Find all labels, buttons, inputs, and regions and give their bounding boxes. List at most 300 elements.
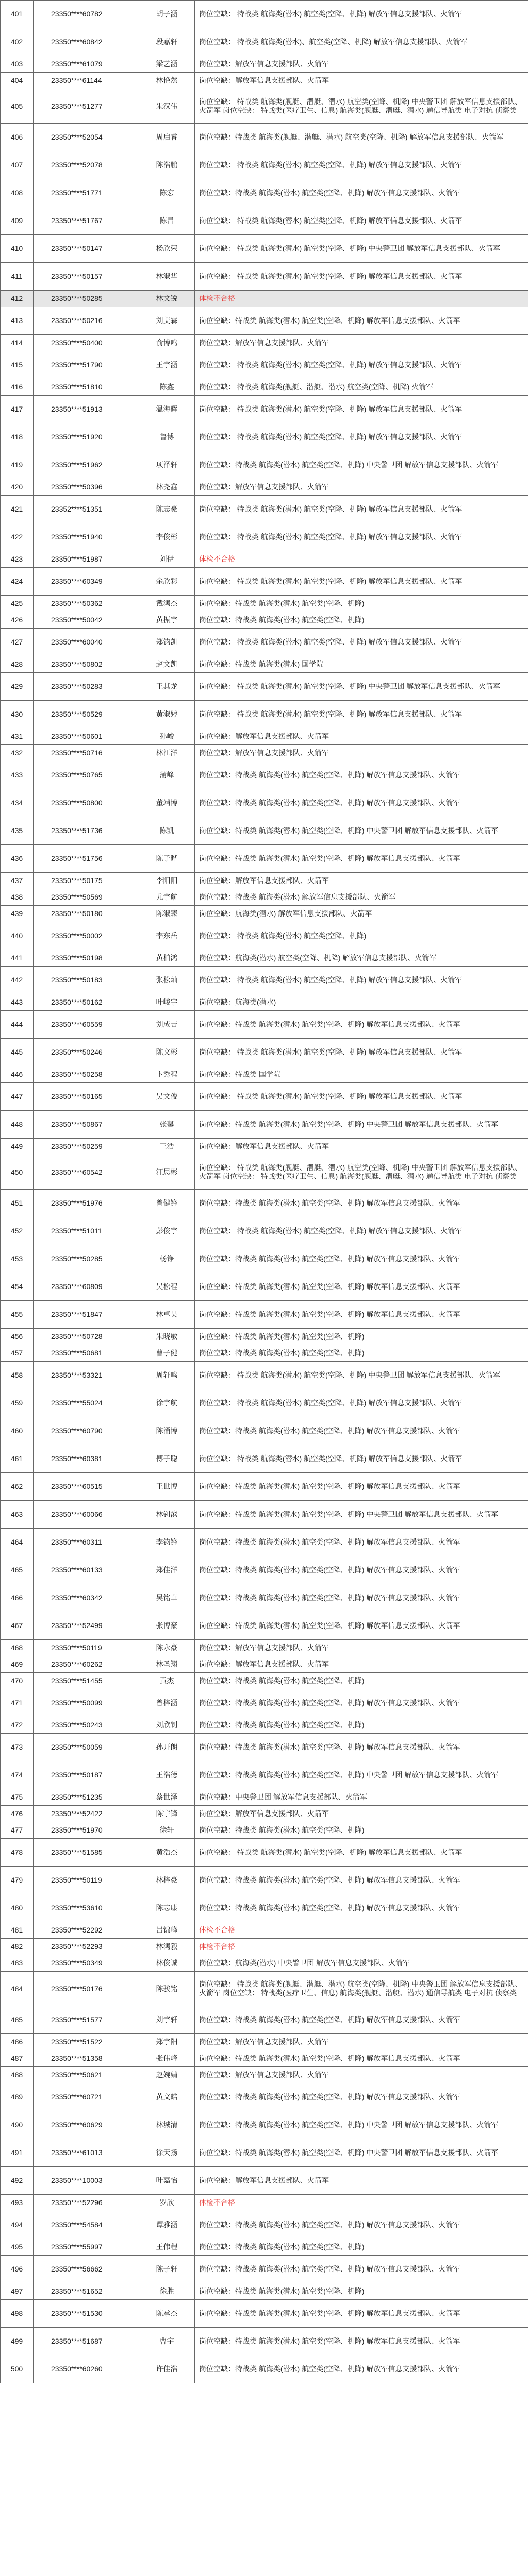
candidate-id: 23350****61079 — [34, 56, 139, 73]
candidate-name: 李东岳 — [139, 922, 195, 950]
position-note: 岗位空缺：特战类 航海类(潜水) 航空类(空降、机降) 解放军信息支援部队、火箭军 — [195, 789, 528, 817]
candidate-id: 23352****51351 — [34, 496, 139, 523]
candidate-id: 23350****53321 — [34, 1362, 139, 1389]
table-row — [1, 73, 528, 89]
position-note: 岗位空缺： 特战类 航海类(潜水)、航空类(空降、机降) 解放军信息支援部队、火箭军 — [195, 28, 528, 56]
position-note: 岗位空缺：解放军信息支援部队、火箭军 — [195, 728, 528, 745]
table-row — [1, 950, 528, 967]
row-number: 489 — [1, 2083, 34, 2111]
candidate-id: 23350****60782 — [34, 1, 139, 28]
row-number: 473 — [1, 1734, 34, 1761]
candidate-name: 卞秀程 — [139, 1066, 195, 1083]
row-number: 405 — [1, 89, 34, 124]
candidate-name: 郑钧凯 — [139, 629, 195, 656]
candidate-id: 23350****50183 — [34, 967, 139, 994]
candidate-name: 吕锦峰 — [139, 1922, 195, 1939]
row-number: 412 — [1, 291, 34, 307]
candidate-id: 23350****52499 — [34, 1612, 139, 1640]
candidate-name: 林城清 — [139, 2111, 195, 2139]
row-number: 442 — [1, 967, 34, 994]
table-row — [1, 1867, 528, 1894]
row-number: 438 — [1, 889, 34, 906]
candidate-name: 陈子轩 — [139, 2256, 195, 2283]
candidate-id: 23350****51810 — [34, 379, 139, 396]
row-number: 498 — [1, 2300, 34, 2328]
row-number: 404 — [1, 73, 34, 89]
candidate-id: 23350****50176 — [34, 1972, 139, 2006]
position-note: 岗位空缺：特战类 航海类(潜水) 航空类(空降、机降) 解放军信息支援部队、火箭军 — [195, 2328, 528, 2355]
table-row — [1, 817, 528, 845]
candidate-name: 赵婉婧 — [139, 2067, 195, 2083]
candidate-id: 23350****52293 — [34, 1939, 139, 1955]
candidate-id: 23350****50059 — [34, 1734, 139, 1761]
table-row — [1, 2083, 528, 2111]
position-note: 岗位空缺：特战类 航海类(潜水) 航空类(空降、机降) 中央警卫团 解放军信息支援部队、火箭军 — [195, 817, 528, 845]
candidate-id: 23350****60809 — [34, 1273, 139, 1301]
candidate-name: 林江洋 — [139, 745, 195, 761]
candidate-id: 23350****50800 — [34, 789, 139, 817]
candidate-id: 23350****52422 — [34, 1806, 139, 1822]
candidate-id: 23350****60629 — [34, 2111, 139, 2139]
position-note: 岗位空缺：特战类 航海类(潜水) 航空类(空降、机降) 解放军信息支援部队、火箭军 — [195, 2050, 528, 2067]
candidate-id: 23350****50396 — [34, 479, 139, 496]
candidate-id: 23350****51687 — [34, 2328, 139, 2355]
roster-body — [1, 1, 528, 2383]
candidate-id: 23350****50216 — [34, 307, 139, 335]
candidate-name: 李俊彬 — [139, 523, 195, 551]
candidate-name: 林圣翔 — [139, 1656, 195, 1673]
row-number: 486 — [1, 2034, 34, 2050]
position-note: 岗位空缺：特战类 航海类(潜水) 航空类(空降、机降) 解放军信息支援部队、火箭军 — [195, 2006, 528, 2034]
row-number: 424 — [1, 568, 34, 596]
table-row — [1, 263, 528, 291]
candidate-id: 23350****51976 — [34, 1190, 139, 1217]
candidate-id: 23350****50400 — [34, 335, 139, 351]
row-number: 466 — [1, 1584, 34, 1612]
row-number: 483 — [1, 1955, 34, 1972]
table-row — [1, 845, 528, 873]
candidate-id: 23350****51577 — [34, 2006, 139, 2034]
position-note: 岗位空缺：解放军信息支援部队、火箭军 — [195, 873, 528, 889]
row-number: 430 — [1, 701, 34, 728]
candidate-name: 刘伊 — [139, 551, 195, 568]
candidate-name: 徐天扬 — [139, 2139, 195, 2167]
candidate-name: 陈文彬 — [139, 1039, 195, 1066]
position-note: 岗位空缺：特战类 航海类(潜水) 航空类(空降、机降) 中央警卫团 解放军信息支援部队、火箭军 — [195, 2111, 528, 2139]
candidate-name: 朱晓敏 — [139, 1329, 195, 1345]
candidate-id: 23350****51987 — [34, 551, 139, 568]
candidate-id: 23350****60842 — [34, 28, 139, 56]
position-note: 岗位空缺：特战类 航海类(潜水) 航空类(空降、机降) 中央警卫团 解放军信息支援部队、火箭军 — [195, 1761, 528, 1789]
row-number: 455 — [1, 1301, 34, 1329]
position-note: 岗位空缺：特战类 航海类(潜水) 航空类(空降、机降) 解放军信息支援部队、火箭军 — [195, 2211, 528, 2239]
row-number: 467 — [1, 1612, 34, 1640]
row-number: 429 — [1, 673, 34, 701]
row-number: 452 — [1, 1217, 34, 1245]
position-note: 岗位空缺：特战类 航海类(潜水) 航空类(空降、机降) 解放军信息支援部队、火箭军 — [195, 1529, 528, 1556]
position-note: 岗位空缺：特战类 航海类(潜水) 航空类(空降、机降) — [195, 1345, 528, 1362]
candidate-name: 叶峻宇 — [139, 994, 195, 1011]
candidate-id: 23350****50529 — [34, 701, 139, 728]
row-number: 494 — [1, 2211, 34, 2239]
candidate-name: 戴鸿杰 — [139, 596, 195, 612]
table-row — [1, 151, 528, 179]
candidate-id: 23350****50621 — [34, 2067, 139, 2083]
row-number: 416 — [1, 379, 34, 396]
position-note: 岗位空缺：解放军信息支援部队、火箭军 — [195, 56, 528, 73]
table-row — [1, 1273, 528, 1301]
position-note: 岗位空缺： 特战类 航海类(潜水) 航空类(空降、机降) 解放军信息支援部队、火箭军 — [195, 423, 528, 451]
candidate-name: 林俊诚 — [139, 1955, 195, 1972]
candidate-id: 23350****50180 — [34, 906, 139, 922]
position-note: 岗位空缺：解放军信息支援部队、火箭军 — [195, 2034, 528, 2050]
table-row — [1, 728, 528, 745]
row-number: 432 — [1, 745, 34, 761]
row-number: 426 — [1, 612, 34, 629]
table-row — [1, 2239, 528, 2256]
candidate-id: 23350****55024 — [34, 1389, 139, 1417]
table-row — [1, 761, 528, 789]
position-note: 岗位空缺： 特战类 航海类(潜水) 航空类(空降、机降) 解放军信息支援部队、火箭军 — [195, 1445, 528, 1473]
candidate-name: 陈鑫 — [139, 379, 195, 396]
position-note: 岗位空缺： 特战类 航海类(舰艇、潜艇、潜水) 航空类(空降、机降) 火箭军 — [195, 379, 528, 396]
position-note: 岗位空缺：解放军信息支援部队、火箭军 — [195, 2067, 528, 2083]
table-row — [1, 1689, 528, 1717]
position-note: 岗位空缺：解放军信息支援部队、火箭军 — [195, 1806, 528, 1822]
candidate-name: 徐胜 — [139, 2283, 195, 2300]
candidate-id: 23350****51913 — [34, 396, 139, 423]
table-row — [1, 673, 528, 701]
row-number: 495 — [1, 2239, 34, 2256]
table-row — [1, 1789, 528, 1806]
position-note: 岗位空缺：特战类 航海类(潜水) 航空类(空降、机降) 解放军信息支援部队、火箭军 — [195, 1867, 528, 1894]
candidate-name: 徐轩 — [139, 1822, 195, 1839]
table-row — [1, 2006, 528, 2034]
table-row — [1, 1640, 528, 1656]
candidate-name: 项泽轩 — [139, 451, 195, 479]
candidate-id: 23350****50285 — [34, 1245, 139, 1273]
position-note: 岗位空缺：特战类 航海类(潜水) 航空类(空降、机降) — [195, 1673, 528, 1689]
row-number: 402 — [1, 28, 34, 56]
position-note: 岗位空缺： 特战类 航海类(潜水) 航空类(空降、机降) 解放军信息支援部队、火箭军 — [195, 207, 528, 235]
candidate-name: 陈淑臻 — [139, 906, 195, 922]
candidate-id: 23350****51235 — [34, 1789, 139, 1806]
candidate-id: 23350****51771 — [34, 179, 139, 207]
row-number: 441 — [1, 950, 34, 967]
table-row — [1, 2067, 528, 2083]
candidate-name: 杨欣荣 — [139, 235, 195, 263]
row-number: 407 — [1, 151, 34, 179]
position-note: 岗位空缺：特战类 航海类(潜水) 航空类(空降、机降) — [195, 596, 528, 612]
position-note: 岗位空缺：中央警卫团 解放军信息支援部队、火箭军 — [195, 1789, 528, 1806]
position-note: 岗位空缺：解放军信息支援部队、火箭军 — [195, 335, 528, 351]
candidate-name: 杨铮 — [139, 1245, 195, 1273]
table-row — [1, 2167, 528, 2195]
candidate-name: 黄淑婷 — [139, 701, 195, 728]
candidate-name: 王宇涵 — [139, 351, 195, 379]
candidate-name: 温海晖 — [139, 396, 195, 423]
table-row — [1, 28, 528, 56]
position-note: 岗位空缺： 特战类 航海类(潜水) 航空类(空降、机降) 中央警卫团 解放军信息支援部队、火箭军 — [195, 673, 528, 701]
table-row — [1, 1584, 528, 1612]
candidate-name: 林钊滨 — [139, 1501, 195, 1529]
candidate-id: 23350****52054 — [34, 124, 139, 151]
candidate-id: 23350****50601 — [34, 728, 139, 745]
position-note: 岗位空缺： 特战类 航海类(舰艇、潜艇、潜水) 航空类(空降、机降) 中央警卫团 解放军信息支援部队、火箭军 岗位空缺： 特战类(医疗卫生、信息) 航海类(舰艇、潜艇、潜水) 通信导航类 电子对抗 侦察类 — [195, 1972, 528, 2006]
table-row — [1, 1556, 528, 1584]
candidate-name: 孙开朗 — [139, 1734, 195, 1761]
position-note: 岗位空缺：特战类 航海类(潜水) 解放军信息支援部队、火箭军 — [195, 889, 528, 906]
position-note: 岗位空缺：特战类 国学院 — [195, 1066, 528, 1083]
position-note: 岗位空缺：特战类 航海类(潜水) 航空类(空降、机降) 中央警卫团 解放军信息支援部队、火箭军 — [195, 2139, 528, 2167]
candidate-name: 林梓豪 — [139, 1867, 195, 1894]
candidate-name: 刘成吉 — [139, 1011, 195, 1039]
row-number: 461 — [1, 1445, 34, 1473]
table-row — [1, 423, 528, 451]
row-number: 484 — [1, 1972, 34, 2006]
row-number: 500 — [1, 2355, 34, 2383]
position-note: 岗位空缺：解放军信息支援部队、火箭军 — [195, 1640, 528, 1656]
row-number: 451 — [1, 1190, 34, 1217]
candidate-name: 吴松程 — [139, 1273, 195, 1301]
table-row — [1, 307, 528, 335]
candidate-name: 黄杰 — [139, 1673, 195, 1689]
position-note: 岗位空缺：特战类 航海类(潜水) 航空类(空降、机降) 解放军信息支援部队、火箭军 — [195, 1689, 528, 1717]
position-note: 岗位空缺：特战类 航海类(潜水) 航空类(空降、机降) 解放军信息支援部队、火箭军 — [195, 1011, 528, 1039]
candidate-id: 23350****50362 — [34, 596, 139, 612]
candidate-id: 23350****60342 — [34, 1584, 139, 1612]
candidate-name: 王世博 — [139, 1473, 195, 1501]
candidate-name: 蔡世泽 — [139, 1789, 195, 1806]
row-number: 460 — [1, 1417, 34, 1445]
table-row — [1, 551, 528, 568]
table-row — [1, 1301, 528, 1329]
candidate-id: 23350****53610 — [34, 1894, 139, 1922]
candidate-id: 23350****51652 — [34, 2283, 139, 2300]
position-note: 岗位空缺：特战类 航海类(潜水) 航空类(空降、机降) — [195, 1329, 528, 1345]
candidate-name: 张伟峰 — [139, 2050, 195, 2067]
table-row — [1, 1190, 528, 1217]
candidate-id: 23350****50198 — [34, 950, 139, 967]
candidate-id: 23350****50681 — [34, 1345, 139, 1362]
table-row — [1, 967, 528, 994]
position-note: 岗位空缺：特战类 航海类(潜水) 航空类(空降、机降) 解放军信息支援部队、火箭军 — [195, 1894, 528, 1922]
row-number: 454 — [1, 1273, 34, 1301]
candidate-name: 曾健锋 — [139, 1190, 195, 1217]
candidate-id: 23350****51940 — [34, 523, 139, 551]
table-row — [1, 1529, 528, 1556]
row-number: 444 — [1, 1011, 34, 1039]
candidate-id: 23350****60260 — [34, 2355, 139, 2383]
position-note: 岗位空缺： 特战类 航海类(舰艇、潜艇、潜水) 航空类(空降、机降) 中央警卫团 解放军信息支援部队、火箭军 岗位空缺： 特战类(医疗卫生、信息) 航海类(舰艇、潜艇、潜水) 通信导航类 电子对抗 侦察类 — [195, 1155, 528, 1190]
candidate-id: 23350****50162 — [34, 994, 139, 1011]
candidate-name: 张馨 — [139, 1111, 195, 1139]
candidate-name: 张松灿 — [139, 967, 195, 994]
position-note: 岗位空缺： 特战类 航海类(潜水) 航空类(空降、机降) 解放军信息支援部队、火箭军 — [195, 1839, 528, 1867]
table-row — [1, 1473, 528, 1501]
candidate-id: 23350****60040 — [34, 629, 139, 656]
candidate-id: 23350****50258 — [34, 1066, 139, 1083]
position-note: 岗位空缺： 特战类 航海类(潜水) 航空类(空降、机降) 解放军信息支援部队、火箭军 — [195, 496, 528, 523]
row-number: 464 — [1, 1529, 34, 1556]
position-note: 岗位空缺： 特战类 航海类(潜水) 航空类(空降、机降) 解放军信息支援部队、火箭军 — [195, 629, 528, 656]
row-number: 477 — [1, 1822, 34, 1839]
position-note: 岗位空缺： 特战类 航海类(潜水) 航空类(空降、机降) 解放军信息支援部队、火箭军 — [195, 1083, 528, 1111]
position-note: 岗位空缺：特战类 航海类(潜水) 航空类(空降、机降) 解放军信息支援部队、火箭军 — [195, 2300, 528, 2328]
table-row — [1, 2283, 528, 2300]
table-row — [1, 1955, 528, 1972]
table-row — [1, 2139, 528, 2167]
candidate-name: 陈志康 — [139, 1894, 195, 1922]
candidate-id: 23350****51585 — [34, 1839, 139, 1867]
candidate-id: 23350****60349 — [34, 568, 139, 596]
position-note: 岗位空缺：特战类 航海类(潜水) 航空类(空降、机降) 解放军信息支援部队、火箭军 — [195, 2355, 528, 2383]
candidate-name: 林文锐 — [139, 291, 195, 307]
table-row — [1, 1345, 528, 1362]
row-number: 419 — [1, 451, 34, 479]
position-note: 岗位空缺：特战类 航海类(潜水) 航空类(空降、机降) 解放军信息支援部队、火箭军 — [195, 2256, 528, 2283]
candidate-name: 朱汉伟 — [139, 89, 195, 124]
table-row — [1, 1066, 528, 1083]
candidate-id: 23350****51455 — [34, 1673, 139, 1689]
candidate-name: 曾梓涵 — [139, 1689, 195, 1717]
candidate-id: 23350****51790 — [34, 351, 139, 379]
position-note: 岗位空缺：特战类 航海类(潜水) 航空类(空降、机降) 解放军信息支援部队、火箭军 — [195, 1584, 528, 1612]
row-number: 415 — [1, 351, 34, 379]
position-note: 岗位空缺： 特战类 航海类(潜水) 航空类(空降、机降) 解放军信息支援部队、火箭军 — [195, 1, 528, 28]
candidate-name: 陈志豪 — [139, 496, 195, 523]
candidate-id: 23350****10003 — [34, 2167, 139, 2195]
row-number: 447 — [1, 1083, 34, 1111]
candidate-id: 23350****51277 — [34, 89, 139, 124]
position-note: 岗位空缺：特战类 航海类(潜水) 航空类(空降、机降) 解放军信息支援部队、火箭军 — [195, 1734, 528, 1761]
position-note: 岗位空缺：特战类 航海类(潜水) 航空类(空降、机降) 解放军信息支援部队、火箭军 — [195, 1417, 528, 1445]
row-number: 472 — [1, 1717, 34, 1734]
row-number: 475 — [1, 1789, 34, 1806]
table-row — [1, 1445, 528, 1473]
position-note: 岗位空缺： 特战类 航海类(潜水) 航空类(空降、机降) 中央警卫团 解放军信息支援部队、火箭军 — [195, 1362, 528, 1389]
candidate-id: 23350****60381 — [34, 1445, 139, 1473]
candidate-name: 陈宇锋 — [139, 1806, 195, 1822]
candidate-id: 23350****61013 — [34, 2139, 139, 2167]
candidate-name: 陈浩鹏 — [139, 151, 195, 179]
position-note: 岗位空缺：特战类 航海类(潜水) 航空类(空降、机降) — [195, 2283, 528, 2300]
table-row — [1, 1083, 528, 1111]
position-note: 岗位空缺：特战类 航海类(潜水) 航空类(空降、机降) 解放军信息支援部队、火箭军 — [195, 761, 528, 789]
candidate-id: 23350****51767 — [34, 207, 139, 235]
table-row — [1, 701, 528, 728]
row-number: 445 — [1, 1039, 34, 1066]
candidate-id: 23350****50867 — [34, 1111, 139, 1139]
row-number: 496 — [1, 2256, 34, 2283]
row-number: 406 — [1, 124, 34, 151]
candidate-name: 陈承杰 — [139, 2300, 195, 2328]
position-note: 岗位空缺：特战类 航海类(舰艇、潜艇、潜水) 航空类(空降、机降) 解放军信息支援部队、火箭军 — [195, 124, 528, 151]
position-note: 岗位空缺：特战类 航海类(潜水) 航空类(空降、机降) — [195, 1822, 528, 1839]
table-row — [1, 568, 528, 596]
position-note: 岗位空缺： 特战类 航海类(潜水) 航空类(空降、机降) 解放军信息支援部队、火箭军 — [195, 967, 528, 994]
candidate-name: 谭雅涵 — [139, 2211, 195, 2239]
position-note: 岗位空缺：特战类 航海类(潜水) 航空类(空降、机降) 解放军信息支援部队、火箭军 — [195, 1245, 528, 1273]
position-note: 岗位空缺：解放军信息支援部队、火箭军 — [195, 73, 528, 89]
row-number: 490 — [1, 2111, 34, 2139]
table-row — [1, 889, 528, 906]
candidate-id: 23350****51011 — [34, 1217, 139, 1245]
table-row — [1, 2328, 528, 2355]
table-row — [1, 789, 528, 817]
position-note: 岗位空缺： 特战类 航海类(潜水) 航空类(空降、机降) 解放军信息支援部队、火箭军 — [195, 701, 528, 728]
row-number: 453 — [1, 1245, 34, 1273]
candidate-name: 彭俊宇 — [139, 1217, 195, 1245]
candidate-id: 23350****50802 — [34, 656, 139, 673]
table-row — [1, 89, 528, 124]
row-number: 411 — [1, 263, 34, 291]
row-number: 423 — [1, 551, 34, 568]
position-note: 岗位空缺： 特战类 航海类(舰艇、潜艇、潜水) 航空类(空降、机降) 中央警卫团 解放军信息支援部队、火箭军 岗位空缺： 特战类(医疗卫生、信息) 航海类(舰艇、潜艇、潜水) 通信导航类 电子对抗 侦察类 — [195, 89, 528, 124]
table-row — [1, 396, 528, 423]
table-row — [1, 56, 528, 73]
candidate-name: 蒲峰 — [139, 761, 195, 789]
table-row — [1, 2050, 528, 2067]
table-row — [1, 451, 528, 479]
row-number: 458 — [1, 1362, 34, 1389]
row-number: 471 — [1, 1689, 34, 1717]
position-note: 岗位空缺：特战类 航海类(潜水) 航空类(空降、机降) 解放军信息支援部队、火箭军 — [195, 845, 528, 873]
candidate-name: 林鸿毅 — [139, 1939, 195, 1955]
row-number: 478 — [1, 1839, 34, 1867]
position-note: 岗位空缺：解放军信息支援部队、火箭军 — [195, 1656, 528, 1673]
position-note: 岗位空缺： 特战类 航海类(潜水) 航空类(空降、机降) 中央警卫团 解放军信息支援部队、火箭军 — [195, 235, 528, 263]
row-number: 474 — [1, 1761, 34, 1789]
position-note: 体检不合格 — [195, 551, 528, 568]
table-row — [1, 496, 528, 523]
table-row — [1, 1362, 528, 1389]
candidate-name: 俞博鸣 — [139, 335, 195, 351]
candidate-name: 王伟程 — [139, 2239, 195, 2256]
candidate-id: 23350****50165 — [34, 1083, 139, 1111]
row-number: 413 — [1, 307, 34, 335]
table-row — [1, 2211, 528, 2239]
candidate-id: 23350****60515 — [34, 1473, 139, 1501]
table-row — [1, 1612, 528, 1640]
table-row — [1, 335, 528, 351]
row-number: 476 — [1, 1806, 34, 1822]
row-number: 450 — [1, 1155, 34, 1190]
row-number: 470 — [1, 1673, 34, 1689]
table-row — [1, 1217, 528, 1245]
table-row — [1, 1806, 528, 1822]
position-note: 岗位空缺： 特战类 航海类(潜水) 航空类(空降、机降) 解放军信息支援部队、火箭军 — [195, 1217, 528, 1245]
table-row — [1, 994, 528, 1011]
candidate-name: 曹子健 — [139, 1345, 195, 1362]
candidate-name: 林淑华 — [139, 263, 195, 291]
row-number: 431 — [1, 728, 34, 745]
position-note: 岗位空缺：特战类 航海类(潜水) 航空类(空降、机降) — [195, 612, 528, 629]
candidate-id: 23350****50119 — [34, 1640, 139, 1656]
table-row — [1, 2195, 528, 2211]
candidate-name: 叶嘉怡 — [139, 2167, 195, 2195]
candidate-name: 胡子涵 — [139, 1, 195, 28]
position-note: 岗位空缺：特战类 航海类(潜水) 航空类(空降、机降) 中央警卫团 解放军信息支援部队、火箭军 — [195, 1111, 528, 1139]
position-note: 体检不合格 — [195, 1939, 528, 1955]
candidate-id: 23350****50349 — [34, 1955, 139, 1972]
row-number: 446 — [1, 1066, 34, 1083]
position-note: 岗位空缺：特战类 航海类(潜水) 航空类(空降、机降) 解放军信息支援部队、火箭军 — [195, 2083, 528, 2111]
candidate-id: 23350****60559 — [34, 1011, 139, 1039]
candidate-name: 王浩 — [139, 1139, 195, 1155]
candidate-name: 刘欣钊 — [139, 1717, 195, 1734]
table-row — [1, 1894, 528, 1922]
